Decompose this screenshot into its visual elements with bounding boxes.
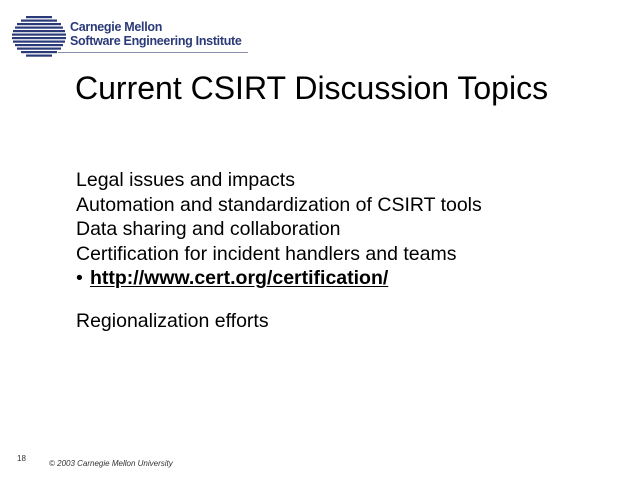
topic-list — [68, 168, 608, 333]
topic-item: Certification for incident handlers and teams — [76, 242, 457, 265]
sei-logo — [12, 14, 252, 60]
certification-link[interactable]: http://www.cert.org/certification/ — [90, 267, 389, 289]
org-name-line2: Software Engineering Institute — [70, 34, 242, 48]
bullet-icon: • — [76, 267, 83, 289]
page-number: 18 — [17, 454, 26, 463]
copyright-notice: © 2003 Carnegie Mellon University — [49, 459, 173, 468]
org-name-line1: Carnegie Mellon — [70, 20, 163, 34]
topic-item: Regionalization efforts — [76, 309, 269, 332]
sub-topic-item — [68, 266, 608, 291]
topic-item: Legal issues and impacts — [76, 169, 295, 191]
slide-title: Current CSIRT Discussion Topics — [75, 70, 549, 106]
topic-item: Automation and standardization of CSIRT tools — [76, 193, 482, 216]
org-name — [70, 20, 242, 48]
header-divider — [58, 52, 248, 53]
topic-item: Data sharing and collaboration — [76, 218, 341, 240]
